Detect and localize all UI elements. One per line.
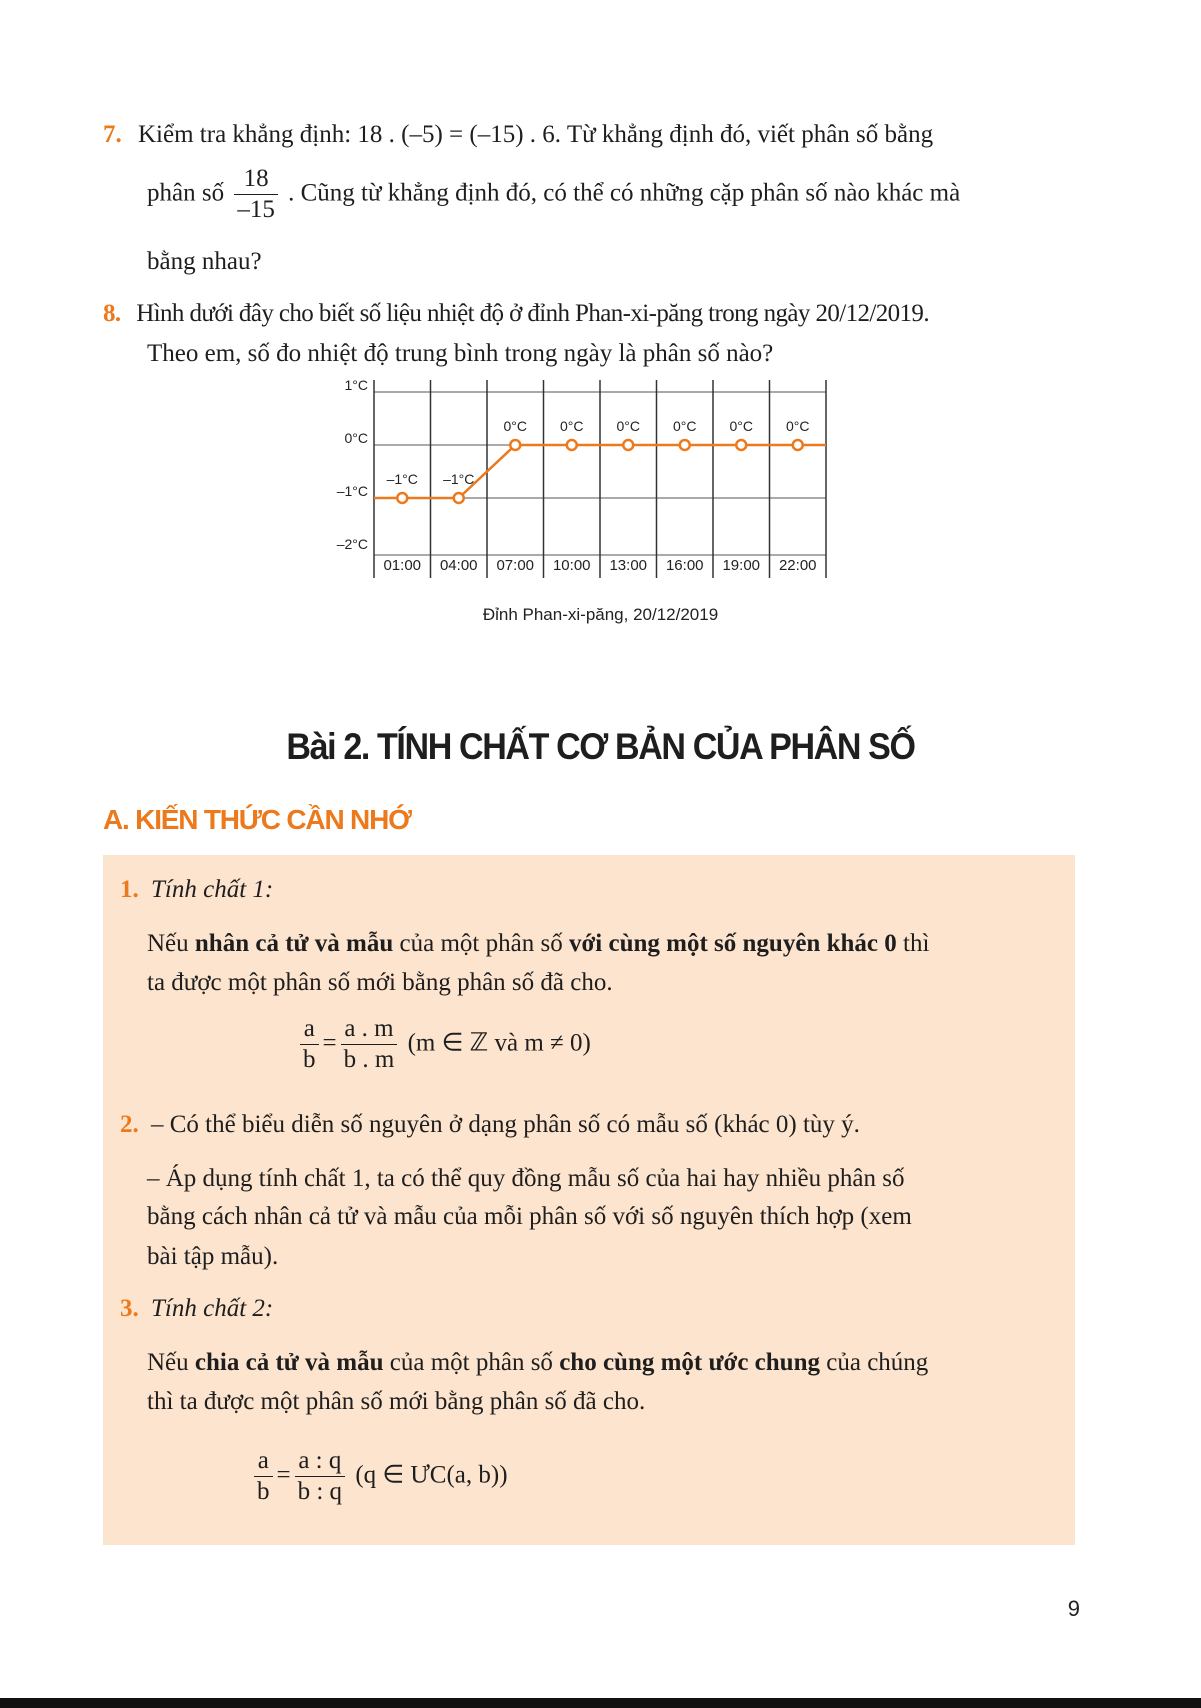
- data-point: [680, 440, 690, 450]
- exercise-7-line2: [147, 166, 1087, 224]
- exercise-number: 8.: [103, 300, 121, 327]
- property-2-line2: – Áp dụng tính chất 1, ta có thể quy đồng mẫu số của hai hay nhiều phân số: [147, 1165, 905, 1192]
- data-label: 0°C: [673, 418, 697, 434]
- data-label: –1°C: [443, 471, 475, 487]
- property-3-text: [147, 1346, 1067, 1380]
- fraction-denominator: b . m: [343, 1046, 395, 1074]
- text: Nếu: [147, 930, 195, 957]
- text: của một phân số: [383, 1349, 560, 1376]
- bold-text: với cùng một số nguyên khác 0: [568, 930, 897, 957]
- fraction: [341, 1016, 398, 1074]
- y-tick-label: –1°C: [336, 483, 368, 499]
- text: Nếu: [147, 1349, 195, 1376]
- data-label: 0°C: [560, 418, 584, 434]
- page-number: 9: [1067, 1596, 1080, 1621]
- fraction-denominator: b : q: [297, 1478, 343, 1506]
- property-1-formula: $\frac{a}{b}$ = $\frac{a . m}{b . m}$ (m ∈ ℤ và m ≠ 0): [296, 1016, 591, 1074]
- formula-condition: (m ∈ ℤ và m ≠ 0): [407, 1029, 591, 1057]
- property-3-line2: thì ta được một phân số mới bằng phân số đã cho.: [147, 1388, 646, 1415]
- exercise-7: [103, 118, 1083, 152]
- x-tick-label: 07:00: [496, 557, 535, 574]
- property-1-heading: [120, 873, 273, 907]
- y-tick-label: –2°C: [336, 536, 368, 552]
- data-point: [736, 440, 746, 450]
- data-point: [454, 493, 464, 503]
- exercise-text: . Cũng từ khẳng định đó, có thể có những cặp phân số nào khác mà: [288, 179, 961, 207]
- text: thì: [896, 930, 930, 957]
- data-label: 0°C: [729, 418, 753, 434]
- x-tick-label: 04:00: [439, 557, 478, 574]
- property-title: Tính chất 1:: [151, 876, 274, 903]
- property-number: 2.: [120, 1111, 139, 1138]
- text: của một phân số: [393, 930, 569, 957]
- property-3-heading: [120, 1292, 273, 1326]
- data-point: [567, 440, 577, 450]
- property-1-line2: ta được một phân số mới bằng phân số đã cho.: [147, 969, 613, 996]
- exercise-text: Hình dưới đây cho biết số liệu nhiệt độ ở đỉnh Phan-xi-păng trong ngày 20/12/2019.: [136, 300, 929, 327]
- property-title: Tính chất 2:: [151, 1295, 274, 1322]
- x-tick-label: 16:00: [665, 557, 704, 574]
- data-point: [397, 493, 407, 503]
- data-label: 0°C: [503, 418, 527, 434]
- fraction-denominator: b: [257, 1478, 270, 1506]
- data-point: [623, 440, 633, 450]
- chart-grid: [374, 380, 826, 578]
- y-tick-label: 1°C: [344, 380, 368, 393]
- x-tick-label: 01:00: [383, 557, 422, 574]
- fraction-numerator: a: [254, 1448, 273, 1477]
- fraction: [300, 1016, 319, 1074]
- exercise-text: Kiểm tra khẳng định: 18 . (–5) = (–15) . 6. Từ khẳng định đó, viết phân số bằng: [138, 121, 934, 148]
- data-point: [510, 440, 520, 450]
- lesson-title: Bài 2. TÍNH CHẤT CƠ BẢN CỦA PHÂN SỐ: [286, 726, 915, 767]
- temperature-chart: [320, 380, 850, 585]
- property-number: 3.: [120, 1295, 139, 1322]
- x-tick-label: 19:00: [722, 557, 761, 574]
- fraction-denominator: –15: [237, 196, 275, 224]
- y-tick-label: 0°C: [344, 430, 368, 446]
- x-tick-label: 10:00: [552, 557, 591, 574]
- x-tick-label: 13:00: [609, 557, 648, 574]
- page-bottom-border: [0, 1698, 1201, 1708]
- formula-condition: (q ∈ ƯC(a, b)): [355, 1461, 508, 1489]
- exercise-text: phân số: [147, 179, 225, 207]
- data-point: [793, 440, 803, 450]
- property-2-line1: [120, 1108, 860, 1142]
- property-2-line4: bài tập mẫu).: [147, 1243, 279, 1270]
- bold-text: cho cùng một ước chung: [559, 1349, 820, 1376]
- property-1-text: [147, 927, 1067, 961]
- property-3-formula: $\frac{a}{b}$ = $\frac{a : q}{b : q}$ (q ∈ ƯC(a, b)): [250, 1448, 508, 1506]
- bold-text: chia cả tử và mẫu: [194, 1349, 384, 1376]
- fraction: [234, 166, 278, 224]
- x-tick-label: 22:00: [778, 557, 817, 574]
- fraction-numerator: a : q: [295, 1448, 345, 1477]
- text: – Có thể biểu diễn số nguyên ở dạng phân số có mẫu số (khác 0) tùy ý.: [151, 1111, 860, 1138]
- exercise-7-line3: bằng nhau?: [147, 248, 262, 275]
- data-label: –1°C: [386, 471, 418, 487]
- data-label: 0°C: [616, 418, 640, 434]
- text: của chúng: [820, 1349, 929, 1376]
- fraction: [295, 1448, 345, 1506]
- exercise-8: [103, 297, 1103, 331]
- fraction-numerator: 18: [234, 166, 278, 195]
- fraction-numerator: a: [300, 1016, 319, 1045]
- exercise-number: 7.: [103, 121, 122, 148]
- fraction-denominator: b: [303, 1046, 316, 1074]
- data-label: 0°C: [786, 418, 810, 434]
- property-2-line3: bằng cách nhân cả tử và mẫu của mỗi phân số với số nguyên thích hợp (xem: [147, 1203, 912, 1230]
- exercise-8-line2: Theo em, số đo nhiệt độ trung bình trong ngày là phân số nào?: [147, 340, 774, 367]
- fraction: [254, 1448, 273, 1506]
- fraction-numerator: a . m: [341, 1016, 398, 1045]
- property-number: 1.: [120, 876, 139, 903]
- section-heading: A. KIẾN THỨC CẦN NHỚ: [103, 804, 411, 835]
- chart-caption: Đỉnh Phan-xi-păng, 20/12/2019: [482, 605, 719, 624]
- bold-text: nhân cả tử và mẫu: [194, 930, 394, 957]
